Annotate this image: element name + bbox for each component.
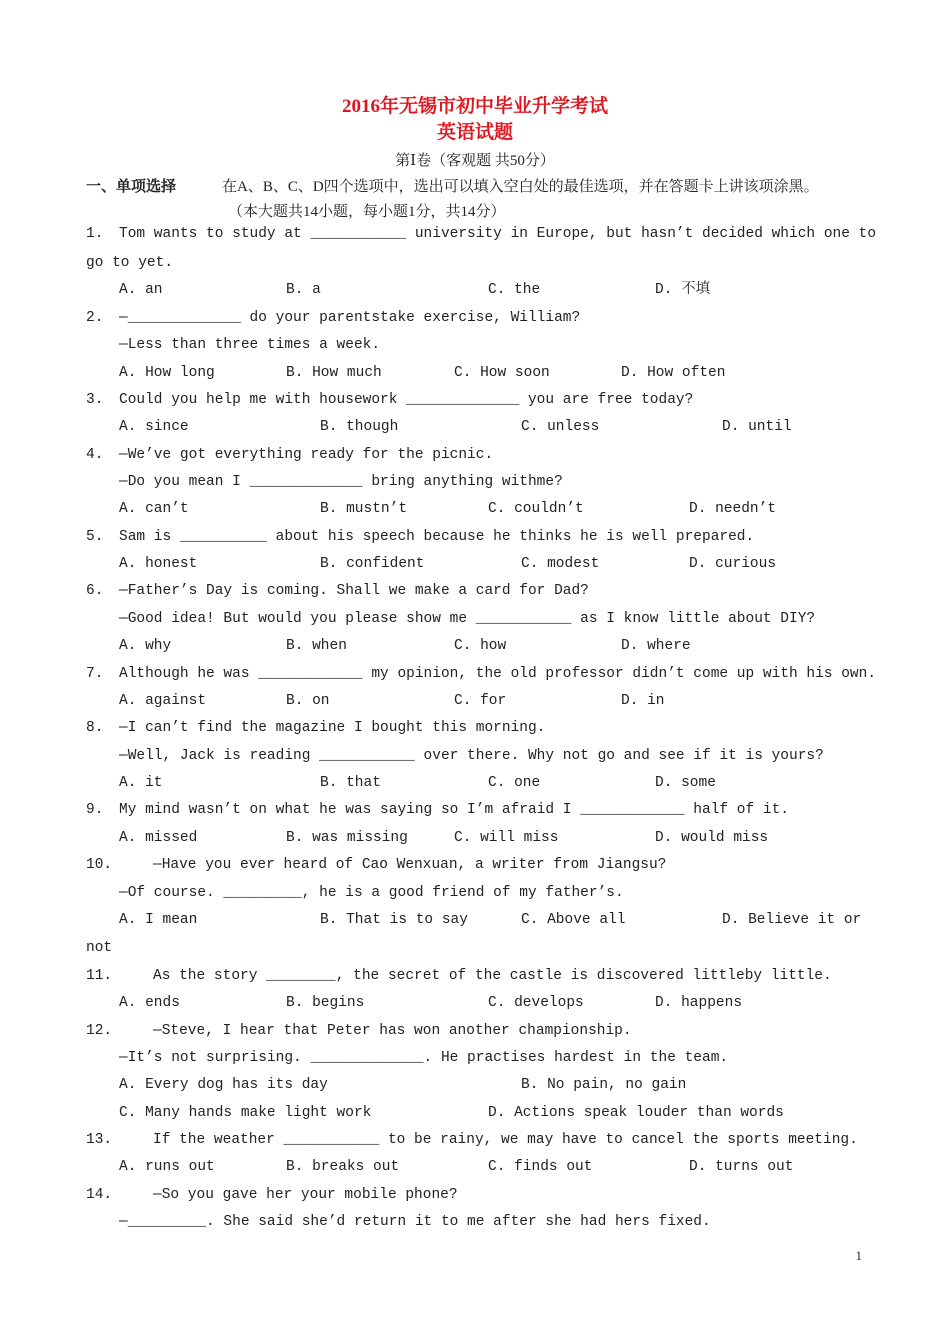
option-c: C. Many hands make light work [119,1105,372,1121]
option-b: B. mustn’t [320,501,408,517]
option-d: D. turns out [689,1159,794,1175]
question-number: 11. [86,968,113,984]
option-a: A. it [119,775,163,791]
option-b: B. How much [286,365,382,381]
question-text: —It’s not surprising. _____________. He practises hardest in the team. [119,1050,729,1066]
question-text: Tom wants to study at ___________ university in Europe, but hasn’t decided which one to [119,226,877,242]
option-c: C. develops [488,995,584,1011]
option-d: D. where [621,638,691,654]
question-text: —We’ve got everything ready for the picnic. [119,447,494,463]
option-c: C. finds out [488,1159,593,1175]
option-a: A. honest [119,556,198,572]
section-heading: 一、单项选择 [86,179,177,195]
question-text: If the weather ___________ to be rainy, we may have to cancel the sports meeting. [153,1132,858,1148]
option-d: D. would miss [655,830,769,846]
question-text: As the story ________, the secret of the castle is discovered littleby little. [153,968,832,984]
question-number: 5. [86,529,104,545]
exam-title: 2016年无锡市初中毕业升学考试 [341,96,608,117]
question-number: 8. [86,720,104,736]
section-instruction: 在A、B、C、D四个选项中，选出可以填入空白处的最佳选项，并在答题卡上讲该项涂黑。 [222,179,819,195]
option-c: C. couldn’t [488,501,584,517]
option-d: D. How often [621,365,726,381]
question-number: 9. [86,802,104,818]
option-b: B. begins [286,995,365,1011]
question-text: —Good idea! But would you please show me ___________ as I know little about DIY? [119,611,816,627]
option-a: A. why [119,638,172,654]
option-b: B. No pain, no gain [521,1077,687,1093]
question-number: 7. [86,666,104,682]
question-text: go to yet. [86,255,174,271]
question-text: Could you help me with housework _____________ you are free today? [119,392,694,408]
option-b: B. that [320,775,381,791]
question-number: 12. [86,1023,113,1039]
option-c: C. modest [521,556,600,572]
option-d: D. needn’t [689,501,777,517]
option-d: D. 不填 [655,282,711,298]
option-b: B. a [286,282,321,298]
option-a: A. can’t [119,501,189,517]
option-d-continued: not [86,940,113,956]
page-number: 1 [855,1248,862,1263]
option-a: A. missed [119,830,198,846]
question-text: —Have you ever heard of Cao Wenxuan, a writer from Jiangsu? [153,857,667,873]
option-a: A. since [119,419,189,435]
question-text: —Father’s Day is coming. Shall we make a card for Dad? [119,583,589,599]
question-text: —Less than three times a week. [119,337,381,353]
option-c: C. the [488,282,541,298]
question-number: 4. [86,447,104,463]
option-d: D. in [621,693,665,709]
option-d: D. Believe it or [722,912,862,928]
option-c: C. for [454,693,507,709]
question-text: —So you gave her your mobile phone? [153,1187,458,1203]
part-heading: 第Ⅰ卷（客观题 共50分） [395,153,555,169]
option-a: A. runs out [119,1159,215,1175]
section-note: （本大题共14小题，每小题1分，共14分） [228,204,506,220]
option-a: A. ends [119,995,180,1011]
question-text: —Of course. _________, he is a good friend of my father’s. [119,885,624,901]
option-c: C. Above all [521,912,626,928]
option-d: D. until [722,419,792,435]
option-c: C. How soon [454,365,550,381]
option-c: C. one [488,775,541,791]
question-number: 10. [86,857,113,873]
question-number: 1. [86,226,104,242]
option-a: A. How long [119,365,215,381]
question-text: My mind wasn’t on what he was saying so I’m afraid I ____________ half of it. [119,802,790,818]
option-b: B. confident [320,556,425,572]
question-text: —Well, Jack is reading ___________ over there. Why not go and see if it is yours? [119,748,824,764]
option-a: A. I mean [119,912,198,928]
option-d: D. Actions speak louder than words [488,1105,784,1121]
question-text: —Do you mean I _____________ bring anything withme? [119,474,563,490]
option-b: B. was missing [286,830,408,846]
option-c: C. will miss [454,830,559,846]
option-a: A. against [119,693,207,709]
question-text: —I can’t find the magazine I bought this morning. [119,720,546,736]
question-text: —_________. She said she’d return it to me after she had hers fixed. [119,1214,711,1230]
question-text: Sam is __________ about his speech because he thinks he is well prepared. [119,529,755,545]
option-a: A. Every dog has its day [119,1077,328,1093]
question-number: 14. [86,1187,113,1203]
exam-subtitle: 英语试题 [436,122,513,143]
question-number: 3. [86,392,104,408]
option-b: B. on [286,693,330,709]
option-b: B. when [286,638,347,654]
question-number: 2. [86,310,104,326]
question-number: 13. [86,1132,113,1148]
option-d: D. happens [655,995,743,1011]
option-c: C. unless [521,419,600,435]
option-b: B. That is to say [320,912,468,928]
question-text: Although he was ____________ my opinion, the old professor didn’t come up with his own. [119,666,877,682]
option-b: B. though [320,419,399,435]
option-d: D. curious [689,556,777,572]
question-number: 6. [86,583,104,599]
option-a: A. an [119,282,163,298]
option-b: B. breaks out [286,1159,400,1175]
question-text: —_____________ do your parentstake exercise, William? [119,310,581,326]
option-d: D. some [655,775,716,791]
question-text: —Steve, I hear that Peter has won another championship. [153,1023,632,1039]
option-c: C. how [454,638,507,654]
